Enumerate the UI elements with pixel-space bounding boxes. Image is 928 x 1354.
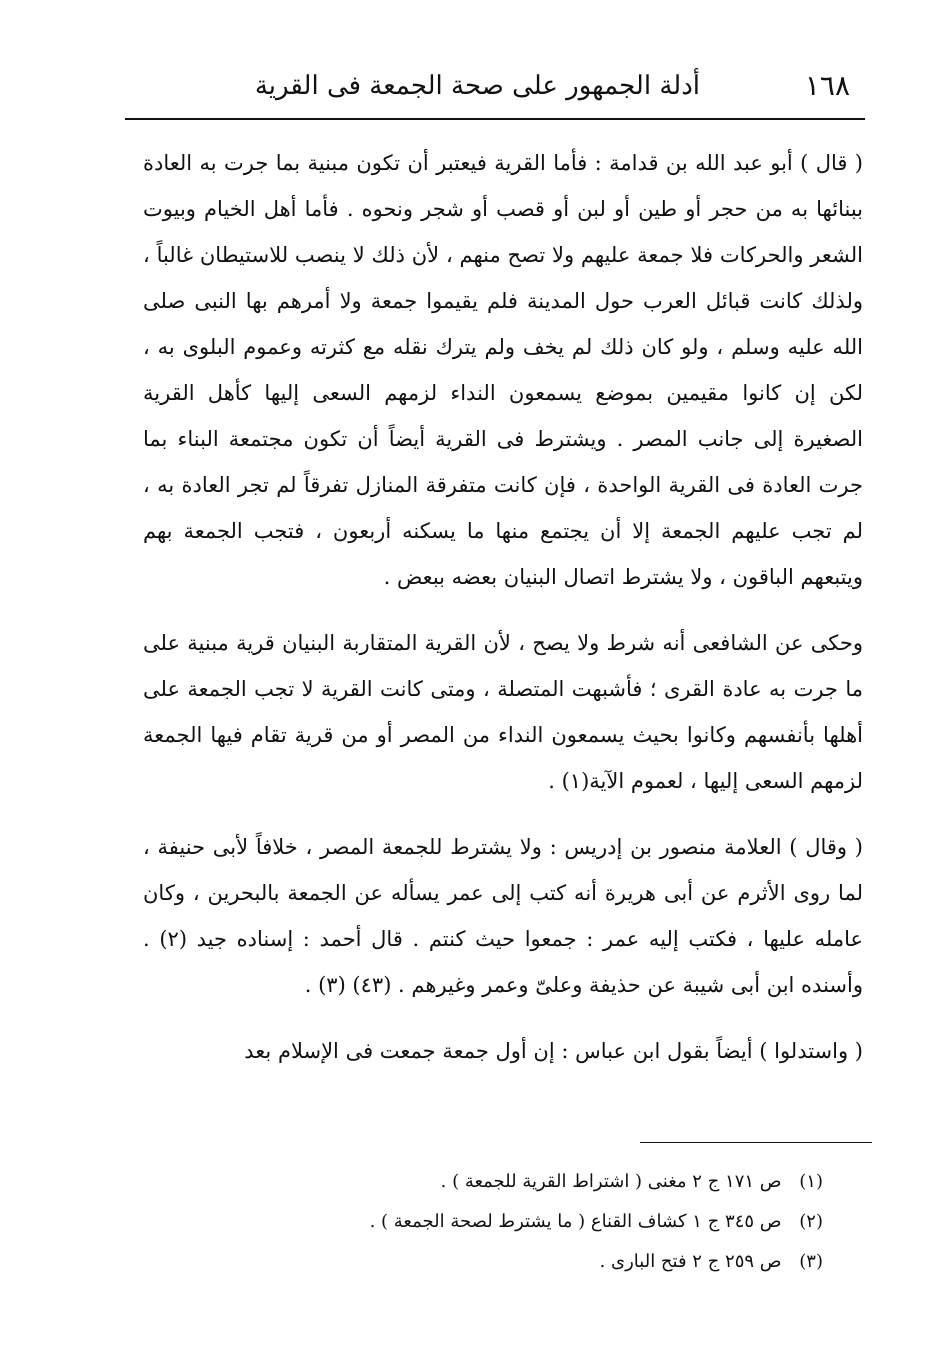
body-text xyxy=(143,140,863,1074)
footnote-number: (١) xyxy=(799,1171,823,1192)
footnote-divider xyxy=(640,1142,872,1143)
footnotes xyxy=(263,1162,823,1282)
page-header xyxy=(125,66,860,106)
paragraph-mansur-ibn-idris: ( وقال ) العلامة منصور بن إدريس : ولا يشترط للجمعة المصر ، خلافاً لأبى حنيفة ، لما روى الأثرم عن أبى هريرة أنه كتب إلى عمر يسأله عن الجمعة بالبحرين ، وكان عامله عليها ، فكتب إليه عمر : جمعوا حيث كنتم . قال أحمد : إسناده جيد (٢) . وأسنده ابن أبى شيبة عن حذيفة وعلىّ وعمر وغيرهم . (٤٣) (٣) . xyxy=(143,835,864,997)
running-title: أدلة الجمهور على صحة الجمعة فى القرية xyxy=(254,71,700,101)
page-number: ١٦٨ xyxy=(804,69,850,102)
paragraph-ibn-qudama: ( قال ) أبو عبد الله بن قدامة : فأما القرية فيعتبر أن تكون مبنية بما جرت به العادة ببنائها به من حجر أو طين أو لبن أو قصب أو شجر ونحوه . فأما أهل الخيام وبيوت الشعر والحركات فلا جمعة عليهم ولا تصح منهم ، لأن ذلك لا ينصب للاستيطان غالباً ، ولذلك كانت قبائل العرب حول المدينة فلم يقيموا جمعة ولا أمرهم بها النبى صلى الله عليه وسلم ، ولو كان ذلك لم يخف ولم يترك نقله مع كثرته وعموم البلوى به ، لكن إن كانوا مقيمين بموضع يسمعون النداء لزمهم السعى إليها كأهل القرية الصغيرة إلى جانب المصر . ويشترط فى القرية أيضاً أن تكون مجتمعة البناء بما جرت العادة فى القرية الواحدة ، فإن كانت متفرقة المنازل تفرقاً لم تجر العادة به ، لم تجب عليهم الجمعة إلا أن يجتمع منها ما يسكنه أربعون ، فتجب الجمعة بهم ويتبعهم الباقون ، ولا يشترط اتصال البنيان بعضه ببعض . xyxy=(143,151,863,589)
footnote-number: (٣) xyxy=(799,1251,823,1272)
footnote-2 xyxy=(263,1202,823,1242)
footnote-text: ص ٢٥٩ ج ٢ فتح البارى . xyxy=(599,1251,782,1272)
footnote-text: ص ١٧١ ج ٢ مغنى ( اشتراط القرية للجمعة ) . xyxy=(440,1171,782,1192)
footnote-text: ص ٣٤٥ ج ١ كشاف القناع ( ما يشترط لصحة الجمعة ) . xyxy=(369,1211,782,1232)
paragraph-shafii: وحكى عن الشافعى أنه شرط ولا يصح ، لأن القرية المتقاربة البنيان قرية مبنية على ما جرت به عادة القرى ؛ فأشبهت المتصلة ، ومتى كانت القرية لا تجب الجمعة على أهلها بأنفسهم وكانوا بحيث يسمعون النداء من المصر أو من قرية تقام فيها الجمعة لزمهم السعى إليها ، لعموم الآية(١) . xyxy=(143,631,863,793)
footnote-1 xyxy=(263,1162,823,1202)
footnote-number: (٢) xyxy=(799,1211,823,1232)
paragraph-ibn-abbas: ( واستدلوا ) أيضاً بقول ابن عباس : إن أول جمعة جمعت فى الإسلام بعد xyxy=(244,1039,863,1063)
header-divider xyxy=(125,118,865,120)
footnote-3 xyxy=(263,1242,823,1282)
